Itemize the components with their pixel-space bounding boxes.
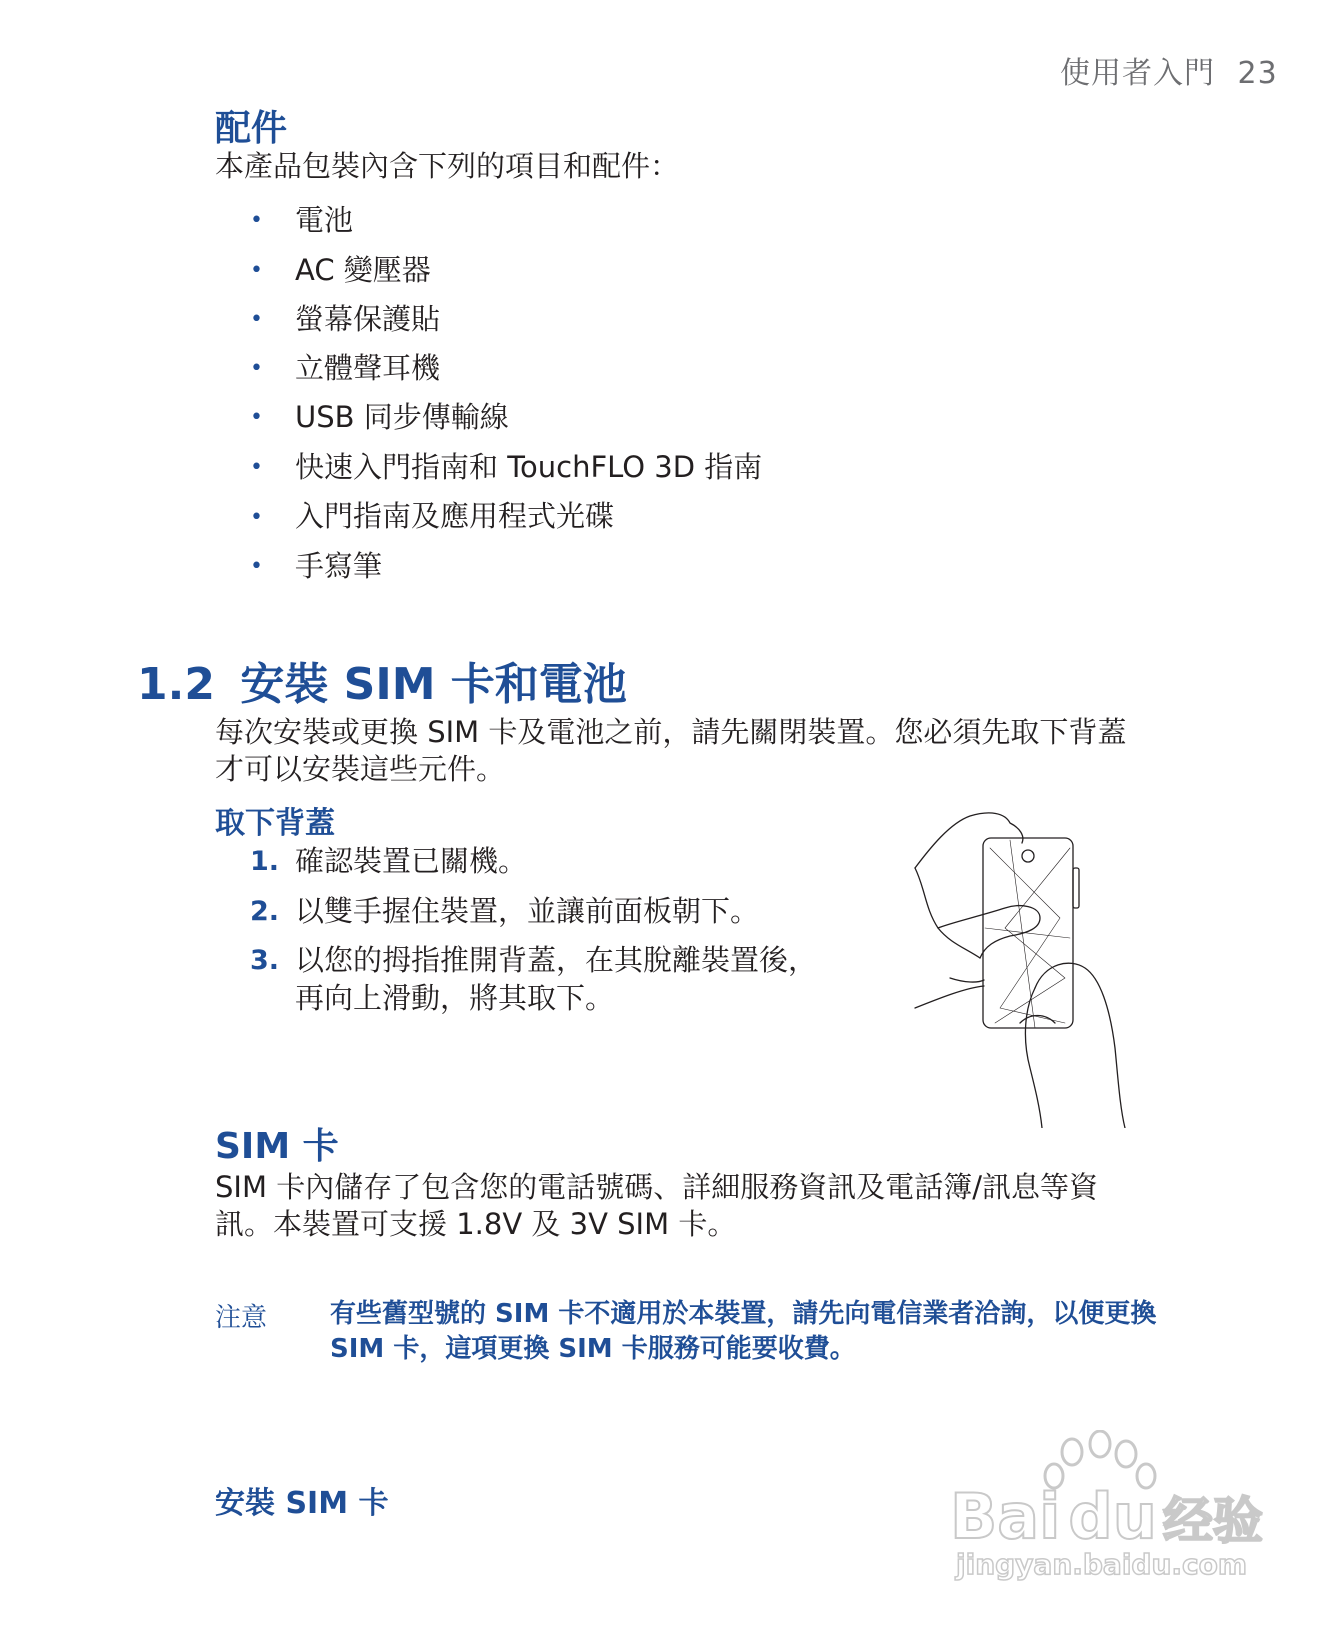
sim-title: SIM 卡 [215,1126,339,1167]
bullet-icon: • [250,307,263,332]
watermark-brand-du: du [1068,1480,1157,1553]
step-text-continued: 再向上滑動，將其取下。 [295,981,615,1015]
bullet-icon: • [250,356,263,381]
section-title: 安裝 SIM 卡和電池 [240,659,627,710]
baidu-watermark [950,1430,1270,1590]
sim-body-line1: SIM 卡內儲存了包含您的電話號碼、詳細服務資訊及電話簿/訊息等資 [215,1170,1098,1204]
bullet-icon: • [250,554,263,579]
list-item-label: 螢幕保護貼 [295,302,441,336]
page-number: 23 [1237,56,1278,91]
list-item-label: 手寫筆 [295,549,383,583]
watermark-brand [950,1480,1263,1553]
install-sim-title: 安裝 SIM 卡 [215,1486,389,1521]
bullet-icon: • [250,455,263,480]
page-header [1060,48,1278,92]
bullet-icon: • [250,258,263,283]
step-text: 以雙手握住裝置，並讓前面板朝下。 [295,894,760,928]
note-text [330,1297,1156,1367]
phone-in-hands-illustration [910,808,1160,1128]
accessories-title: 配件 [215,108,288,149]
watermark-url: jingyan.baidu.com [956,1548,1248,1581]
step-number: 1. [250,846,280,877]
list-item-label: 立體聲耳機 [295,351,441,385]
list-item-label: 電池 [295,203,354,237]
section-intro-line2: 才可以安裝這些元件。 [215,752,506,786]
section-intro-line1: 每次安裝或更換 SIM 卡及電池之前，請先關閉裝置。您必須先取下背蓋 [215,715,1127,749]
bullet-icon: • [250,505,263,530]
watermark-cn: 经验 [1162,1492,1263,1550]
page-header-label: 使用者入門 [1060,56,1215,91]
watermark-brand-bai: Bai [950,1480,1061,1553]
step-text: 以您的拇指推開背蓋，在其脫離裝置後， [295,943,818,977]
remove-cover-title: 取下背蓋 [215,806,335,841]
step-number: 2. [250,896,280,927]
note-line2: SIM 卡，這項更換 SIM 卡服務可能要收費。 [330,1334,856,1364]
list-item-label: AC 變壓器 [295,253,431,287]
list-item-label: 快速入門指南和 TouchFLO 3D 指南 [295,450,763,484]
note-line1: 有些舊型號的 SIM 卡不適用於本裝置，請先向電信業者洽詢，以便更換 [330,1299,1157,1329]
section-heading [137,648,627,712]
accessories-intro: 本產品包裝內含下列的項目和配件： [215,149,680,183]
step-text: 確認裝置已關機。 [295,844,528,878]
section-number: 1.2 [137,659,215,710]
step-number: 3. [250,945,280,976]
bullet-icon: • [250,405,263,430]
bullet-icon: • [250,208,263,233]
list-item-label: USB 同步傳輸線 [295,400,509,434]
list-item-label: 入門指南及應用程式光碟 [295,499,615,533]
note-label: 注意 [215,1303,268,1333]
sim-body-line2: 訊。本裝置可支援 1.8V 及 3V SIM 卡。 [215,1207,737,1241]
